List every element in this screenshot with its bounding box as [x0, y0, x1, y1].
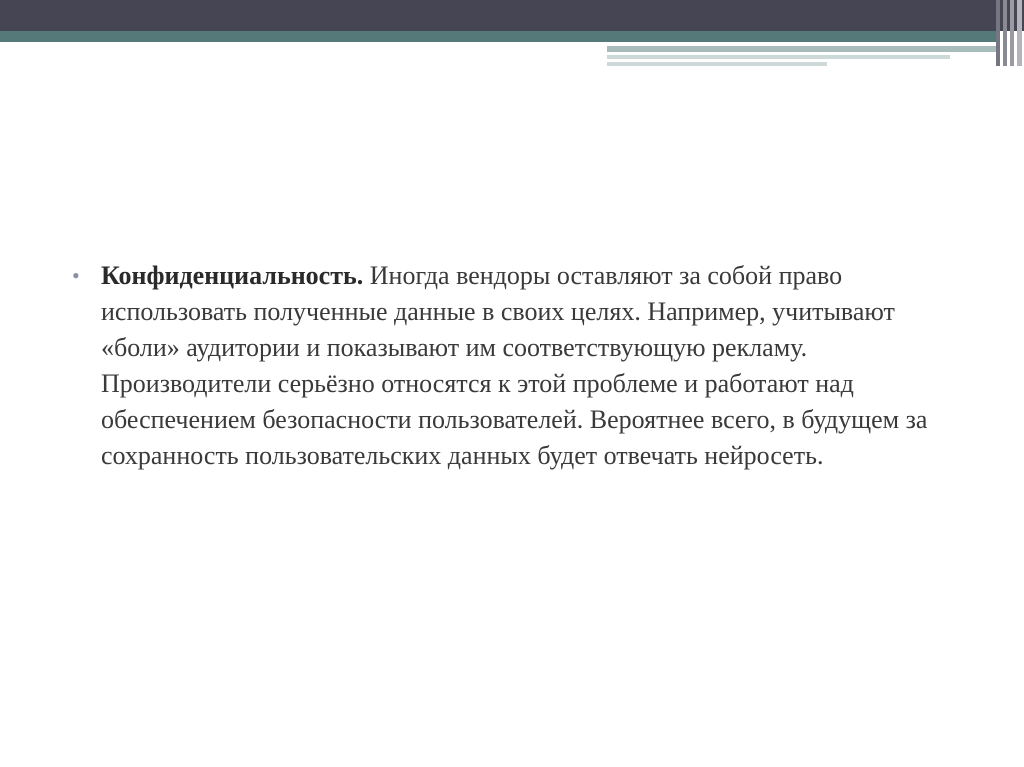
- header-light-stripe: [607, 46, 1000, 52]
- bullet-item: [72, 258, 952, 474]
- bullet-paragraph: [101, 258, 951, 474]
- header-dark-bar: [0, 0, 1024, 31]
- header-teal-bar: [0, 31, 1000, 42]
- bullet-icon: •: [72, 263, 80, 288]
- header-light-stripe: [607, 62, 827, 66]
- bullet-text: Иногда вендоры оставляют за собой право использовать полученные данные в своих целях. Например, учитывают «боли» аудитории и показывают им соответствующую рекламу. Производители серьёзно относятся к этой проблеме и работают над обеспечением безопасности пользователей. Вероятнее всего, в будущем за сохранность пользовательских данных будет отвечать нейросеть.: [101, 261, 928, 470]
- header-light-stripe: [607, 55, 950, 59]
- bullet-term: Конфиденциальность.: [101, 261, 364, 290]
- header-edge-bars: [994, 0, 1024, 66]
